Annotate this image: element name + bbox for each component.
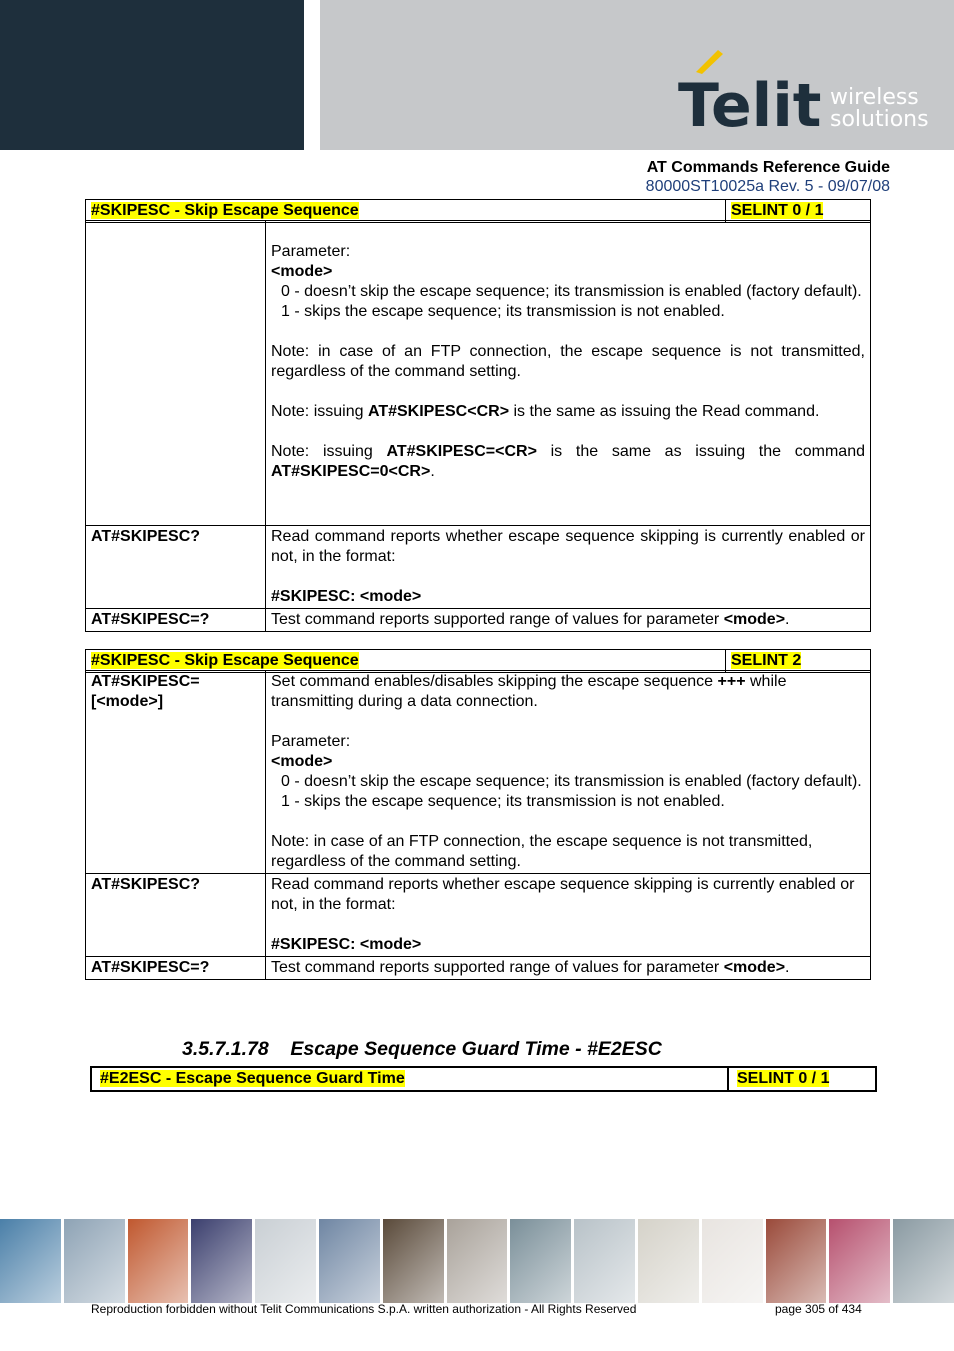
footer-photo-strip [0, 1219, 954, 1303]
selint-badge: SELINT 0 / 1 [737, 1070, 830, 1087]
strip-photo [319, 1219, 380, 1303]
strip-photo [255, 1219, 316, 1303]
set-cmd-cell [86, 221, 266, 526]
param-mode: <mode> [271, 753, 333, 770]
set-desc-cell: Set command enables/disables skipping the escape sequence +++ while transmitting during a data connection. Parameter: <mode> 0 - doesn’t skip the escape sequence; its transmission is enabled (factory default). 1 - skips the escape sequence; its transmission is not enabled. Note: in case of an FTP connection, the escape sequence is not transmitted, regardless of the command setting. [266, 671, 871, 874]
e2esc-table-header [90, 1066, 877, 1092]
test-cmd: AT#SKIPESC=? [86, 957, 266, 980]
table-title: #SKIPESC - Skip Escape Sequence [91, 202, 359, 219]
read-format: #SKIPESC: <mode> [271, 588, 422, 605]
strip-photo [766, 1219, 827, 1303]
strip-photo [64, 1219, 125, 1303]
skipesc-table-selint01-body: Parameter: <mode> 0 - doesn’t skip the escape sequence; its transmission is enabled (factory default). 1 - skips the escape sequence; its transmission is not enabled. Note: in case of an FTP connection, the escape sequence is not transmitted, regardless of the command setting. Note: issuing AT#SKIPESC<CR> is the same as issuing the Read command. Note: issuing AT#SKIPESC=<CR> is the same as issuing the command AT#SKIPESC=0<CR>. AT#SKIPESC? Read command reports whether escape sequence skipping is currently enabled or not, in the format: #SKIPESC: <mode> AT#SKIPESC=? Test command reports supported range of values for parameter <mode>. [85, 220, 871, 632]
note-default: Note: issuing AT#SKIPESC=<CR> is the same as issuing the command AT#SKIPESC=0<CR>. [271, 443, 865, 480]
strip-photo [893, 1219, 954, 1303]
note-ftp: Note: in case of an FTP connection, the escape sequence is not transmitted, regardless of the command setting. [271, 343, 865, 380]
param-mode: <mode> [271, 263, 333, 280]
table-title: #SKIPESC - Skip Escape Sequence [91, 652, 359, 669]
svg-text:Telit: Telit [678, 71, 822, 134]
guide-revision: 80000ST10025a Rev. 5 - 09/07/08 [645, 178, 890, 195]
header-dark-panel [0, 0, 304, 150]
section-heading: 3.5.7.1.78 Escape Sequence Guard Time - #E2ESC [182, 1038, 662, 1060]
svg-text:wireless: wireless [830, 85, 919, 110]
selint-badge: SELINT 2 [731, 652, 802, 669]
table-title: #E2ESC - Escape Sequence Guard Time [100, 1070, 405, 1087]
selint-badge: SELINT 0 / 1 [731, 202, 824, 219]
note-read: Note: issuing AT#SKIPESC<CR> is the same as issuing the Read command. [271, 403, 820, 420]
set-desc-cell: Parameter: <mode> 0 - doesn’t skip the escape sequence; its transmission is enabled (factory default). 1 - skips the escape sequence; its transmission is not enabled. Note: in case of an FTP connection, the escape sequence is not transmitted, regardless of the command setting. Note: issuing AT#SKIPESC<CR> is the same as issuing the Read command. Note: issuing AT#SKIPESC=<CR> is the same as issuing the command AT#SKIPESC=0<CR>. [266, 221, 871, 526]
read-cmd: AT#SKIPESC? [86, 526, 266, 609]
read-cmd: AT#SKIPESC? [86, 874, 266, 957]
strip-photo [638, 1219, 699, 1303]
strip-photo [510, 1219, 571, 1303]
set-cmd: AT#SKIPESC= [<mode>] [86, 671, 266, 874]
guide-title: AT Commands Reference Guide [646, 159, 890, 176]
skipesc-table-selint2-body: AT#SKIPESC= [<mode>] Set command enables/disables skipping the escape sequence +++ while transmitting during a data connection. Parameter: <mode> 0 - doesn’t skip the escape sequence; its transmission is enabled (factory default). 1 - skips the escape sequence; its transmission is not enabled. Note: in case of an FTP connection, the escape sequence is not transmitted, regardless of the command setting. AT#SKIPESC? Read command reports whether escape sequence skipping is currently enabled or not, in the format: #SKIPESC: <mode> AT#SKIPESC=? Test command reports supported range of values for parameter <mode>. [85, 670, 871, 980]
strip-photo [191, 1219, 252, 1303]
read-format: #SKIPESC: <mode> [271, 936, 422, 953]
telit-logo [676, 48, 936, 134]
note-ftp: Note: in case of an FTP connection, the escape sequence is not transmitted, regardless of the command setting. [271, 833, 813, 870]
strip-photo [447, 1219, 508, 1303]
page-number: page 305 of 434 [775, 1302, 862, 1316]
footer-copyright: Reproduction forbidden without Telit Communications S.p.A. written authorization - All Rights Reserved [91, 1302, 637, 1316]
strip-photo [574, 1219, 635, 1303]
strip-photo [128, 1219, 189, 1303]
strip-photo [383, 1219, 444, 1303]
strip-photo [702, 1219, 763, 1303]
svg-text:solutions: solutions [830, 107, 929, 132]
strip-photo [0, 1219, 61, 1303]
strip-photo [829, 1219, 890, 1303]
test-cmd: AT#SKIPESC=? [86, 609, 266, 632]
